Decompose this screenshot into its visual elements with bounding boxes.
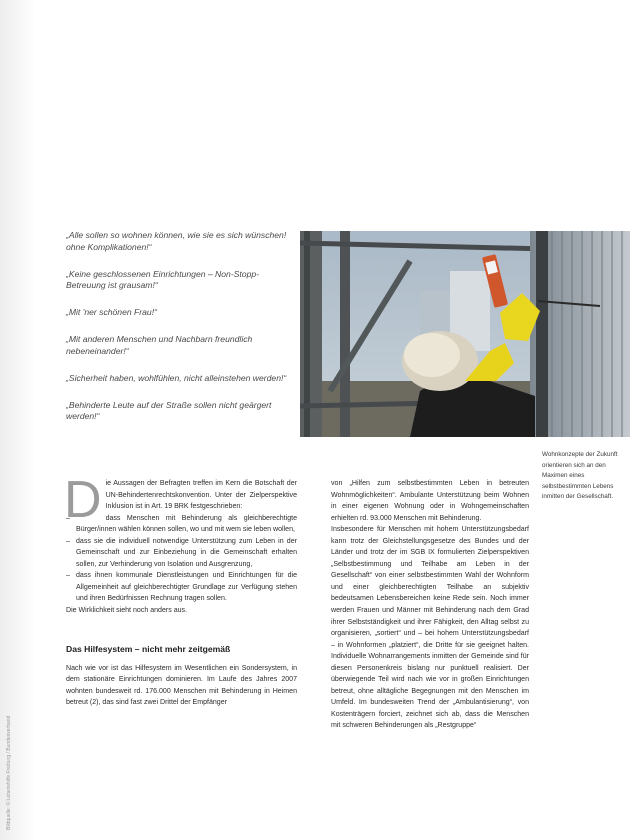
photo-caption: Wohnkonzepte der Zukunft orientieren sich an den Maximen eines selbstbestimmten Lebens inmitten der Gesellschaft. (542, 451, 618, 501)
pull-quote: „Mit anderen Menschen und Nachbarn freundlich nebeneinander!“ (66, 334, 253, 356)
body-paragraph: Insbesondere für Menschen mit hohem Unterstützungsbedarf kann trotz der Gleichstellungsgesetze des Bundes und der Länder und trotz der im SGB IX formulierten Zielperspektiven „Selbstbestimmung und Teilhabe am Leben in der Gesellschaft“ von einer selbstbestimmten Wahl der Wohnform und einer gleichberechtigten Teilhabe an subjektiv bedeutsamen Lebensbereichen keine Rede sein. Noch immer werden Frauen und Männer mit Behinderung nach dem Grad ihrer Selbstständigkeit und ihrer Fähigkeit, den Alltag selbst zu organisieren, „sortiert“ und – bei hohem Unterstützungsbedarf – in Wohnformen „platziert“, die Dritte für sie geeignet halten. Individuelle Wohnarrangements inmitten der Gemeinde sind für diesen Personenkreis bislang nur punktuell realisiert. Der überwiegende Teil wird nach wie vor in großen Einrichtungen betreut, ohne alltägliche Begegnungen mit den Menschen im Umfeld. Im bundesweiten Trend der „Ambulantisierung“, von Kostenträgern forciert, zeichnet sich ab, dass die Menschen mit schweren Behinderungen als „Restgruppe“ (331, 526, 529, 730)
bullet-item: – dass ihnen kommunale Dienstleistungen und Einrichtungen für die Allgemeinheit auf gleichberechtigter Grundlage zur Verfügung stehen und ihren Bedürfnissen Rechnung tragen sollen. (66, 570, 297, 605)
body-paragraph: von „Hilfen zum selbstbestimmten Leben in betreuten Wohnmöglichkeiten“. Ambulante Unterstützung beim Wohnen in einer eigenen Wohnung oder in Wohngemeinschaften erhielten rd. 93.000 Menschen mit Behinderung. (331, 480, 529, 522)
pull-quote: „Alle sollen so wohnen können, wie sie es sich wünschen! ohne Komplikationen!“ (66, 230, 287, 252)
body-column-right (331, 478, 529, 732)
pull-quote: „Keine geschlossenen Einrichtungen – Non-Stopp-Betreuung ist grausam!“ (66, 268, 260, 290)
drop-cap: D (64, 471, 102, 529)
pull-quote: „Behinderte Leute auf der Straße sollen nicht geärgert werden!“ (66, 399, 272, 421)
pull-quote: „Mit 'ner schönen Frau!“ (66, 307, 157, 317)
pull-quotes (66, 230, 294, 438)
section-heading: Das Hilfesystem – nicht mehr zeitgemäß (66, 643, 231, 654)
photo-illustration (300, 231, 630, 437)
intro-paragraph: ie Aussagen der Befragten treffen im Kern die Botschaft der UN-Behindertenrechtskonvention. Unter der Zielperspektive Inklusion ist in Art. 19 BRK festgeschrieben: (105, 480, 297, 511)
photo-person-at-scaffolding (300, 231, 630, 437)
bullet-item: – dass sie die individuell notwendige Unterstützung zum Leben in der Gemeinschaft und zur Einbeziehung in die Gemeinschaft erhalten sollen, zur Verhinderung von Isolation und Ausgrenzung, (66, 536, 297, 571)
body-column-left (64, 471, 297, 709)
closing-sentence: Die Wirklichkeit sieht noch anders aus. (66, 607, 188, 615)
side-credit: Bildquelle: © Lebenshilfe Freiburg / Bundesverband (6, 715, 12, 830)
body-paragraph: Nach wie vor ist das Hilfesystem im Wesentlichen ein Sondersystem, in dem stationäre Einrichtungen dominieren. Im Laufe des Jahres 2007 wohnten bundesweit rd. 176.000 Menschen mit Behinderung in Heimen betreut (2), das sind fast zwei Drittel der Empfänger (66, 664, 297, 707)
pull-quote: „Sicherheit haben, wohlfühlen, nicht alleinstehen werden!“ (66, 372, 287, 383)
bullet-item: – dass Menschen mit Behinderung als gleichberechtigte Bürger/innen wählen können sollen, wo und mit wem sie leben wollen, (66, 513, 297, 536)
bullet-list (66, 513, 297, 605)
page-gutter (0, 0, 36, 840)
